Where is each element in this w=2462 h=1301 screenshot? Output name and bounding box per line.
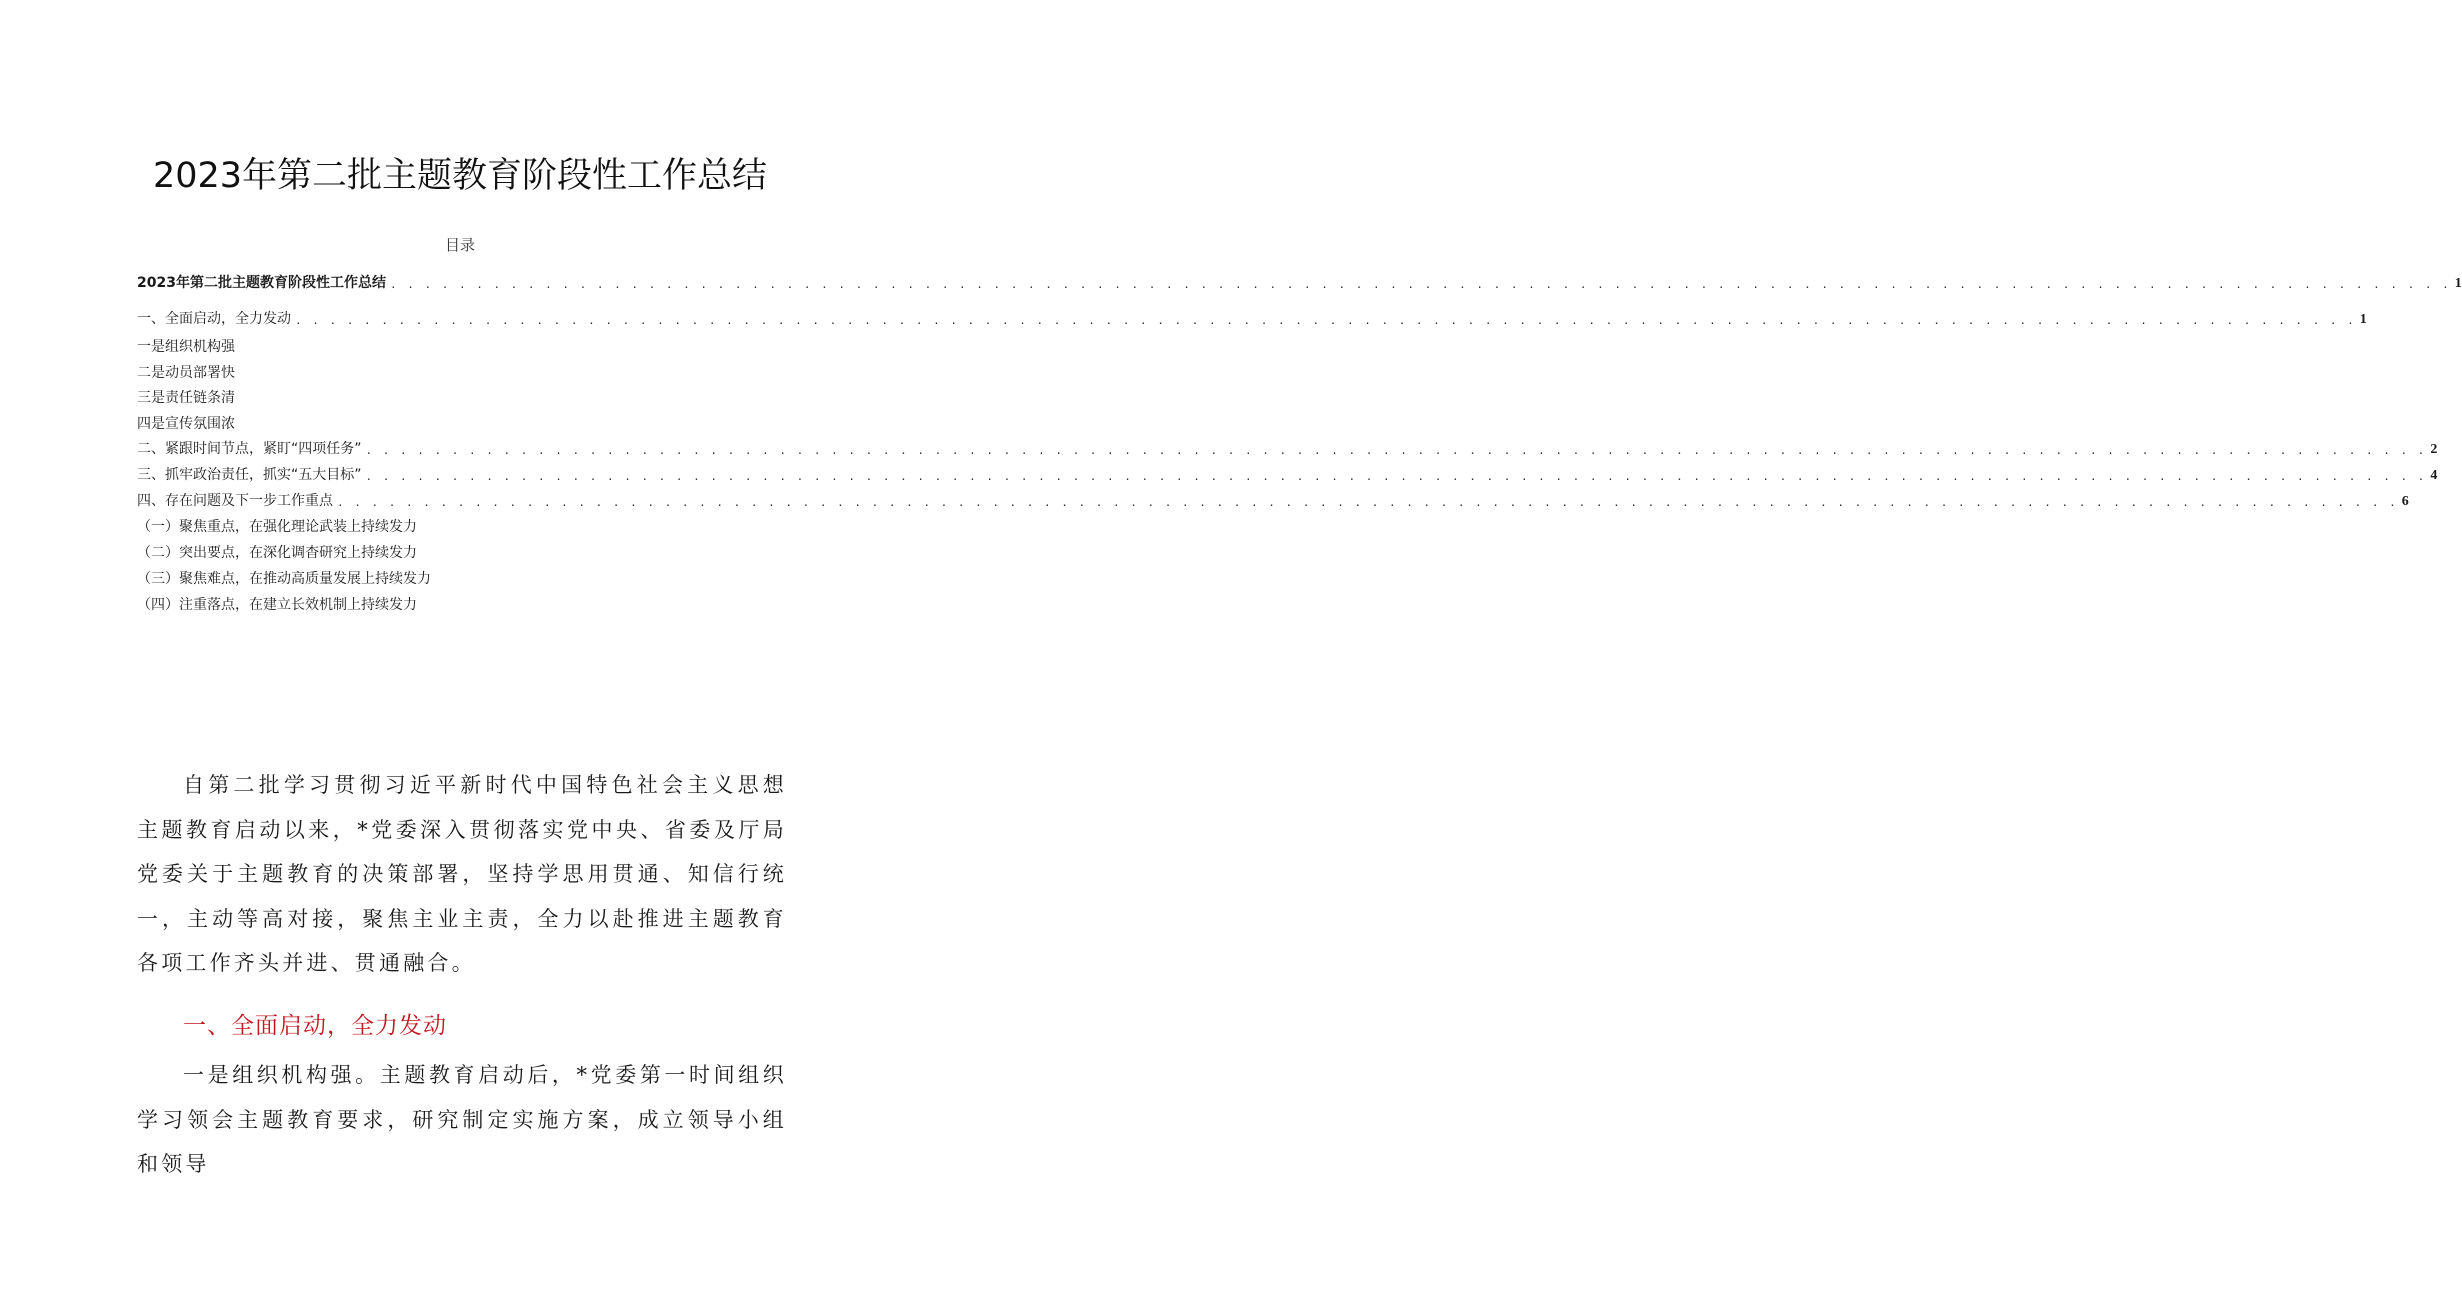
toc-entry-text: （三）聚焦难点，在推动高质量发展上持续发力: [137, 571, 431, 587]
toc-entry-text: 一是组织机构强: [137, 339, 235, 355]
toc-entry[interactable]: [137, 490, 2409, 510]
toc-page-number: 6: [2401, 494, 2409, 509]
toc-heading: 目录: [444, 236, 475, 254]
toc-entry-text: （四）注重落点，在建立长效机制上持续发力: [137, 597, 417, 613]
toc-entry[interactable]: [137, 568, 782, 588]
toc-entry-text: 四是宣传氛围浓: [137, 416, 235, 432]
intro-paragraph: 自第二批学习贯彻习近平新时代中国特色社会主义思想主题教育启动以来，*党委深入贯彻落实党中央、省委及厅局党委关于主题教育的决策部署，坚持学思用贯通、知信行统一，主动等高对接，聚焦主业主责，全力以赴推进主题教育各项工作齐头并进、贯通融合。: [137, 773, 787, 975]
document-title: 2023年第二批主题教育阶段性工作总结: [152, 156, 768, 196]
toc-entry[interactable]: [137, 387, 782, 407]
toc-leader-dots: . . . . . . . . . . . . . . . . . . . . . . . . . . . . . . . . . . . . . . . . . . . . . . . . . . . . . . . . . . . . . . . . . . . . . . . . . . . . . . . . . . . . . . . . . . . . . . . . . . . . . . . . . . . . . . . . . . . . . . . .: [365, 444, 2427, 457]
toc-entry[interactable]: [137, 413, 782, 433]
toc-leader-dots: . . . . . . . . . . . . . . . . . . . . . . . . . . . . . . . . . . . . . . . . . . . . . . . . . . . . . . . . . . . . . . . . . . . . . . . . . . . . . . . . . . . . . . . . . . . . . . . . . . . . . . . . . . . . . . . . . . . . . . . .: [365, 470, 2427, 483]
toc-leader-dots: . . . . . . . . . . . . . . . . . . . . . . . . . . . . . . . . . . . . . . . . . . . . . . . . . . . . . . . . . . . . . . . . . . . . . . . . . . . . . . . . . . . . . . . . . . . . . . . . . . . . . . . . . . . . . . . . . . . . . . . .: [389, 278, 2451, 291]
toc-page-number: 1: [2359, 312, 2367, 327]
section-heading: 一、全面启动，全力发动: [183, 1013, 447, 1039]
toc-page-number: 4: [2430, 468, 2438, 483]
toc-entry-text: 2023年第二批主题教育阶段性工作总结: [137, 275, 386, 291]
toc-entry[interactable]: [137, 594, 782, 614]
toc-entry[interactable]: [137, 272, 2462, 292]
toc-entry[interactable]: [137, 516, 782, 536]
toc-entry-text: 一、全面启动，全力发动: [137, 311, 291, 327]
toc-leader-dots: . . . . . . . . . . . . . . . . . . . . . . . . . . . . . . . . . . . . . . . . . . . . . . . . . . . . . . . . . . . . . . . . . . . . . . . . . . . . . . . . . . . . . . . . . . . . . . . . . . . . . . . . . . . . . . . . . . . . . . . .: [295, 314, 2356, 327]
toc-entry-text: 二、紧跟时间节点，紧盯“四项任务”: [137, 441, 362, 457]
toc-leader-dots: . . . . . . . . . . . . . . . . . . . . . . . . . . . . . . . . . . . . . . . . . . . . . . . . . . . . . . . . . . . . . . . . . . . . . . . . . . . . . . . . . . . . . . . . . . . . . . . . . . . . . . . . . . . . . . . . . . . . . . . .: [337, 496, 2398, 509]
toc-entry[interactable]: [137, 464, 2438, 484]
toc-entry-text: （二）突出要点，在深化调杳研究上持续发力: [137, 545, 417, 561]
toc-page-number: 1: [2454, 276, 2462, 291]
toc-page-number: 2: [2430, 442, 2438, 457]
toc-entry[interactable]: [137, 308, 2367, 328]
toc-entry-text: 二是动员部署快: [137, 365, 235, 381]
toc-entry[interactable]: [137, 336, 782, 356]
toc-entry-text: （一）聚焦重点，在强化理论武装上持续发力: [137, 519, 417, 535]
section-paragraph: 一是组织机构强。主题教育启动后，*党委第一时间组织学习领会主题教育要求，研究制定实施方案，成立领导小组和领导: [137, 1063, 787, 1176]
toc-entry[interactable]: [137, 438, 2438, 458]
toc-entry-text: 三是责任链条清: [137, 390, 235, 406]
toc-entry-text: 三、抓牢政治责任，抓实“五大目标”: [137, 467, 362, 483]
toc-entry[interactable]: [137, 542, 782, 562]
toc-entry-text: 四、存在问题及下一步工作重点: [137, 493, 333, 509]
toc-entry[interactable]: [137, 362, 782, 382]
